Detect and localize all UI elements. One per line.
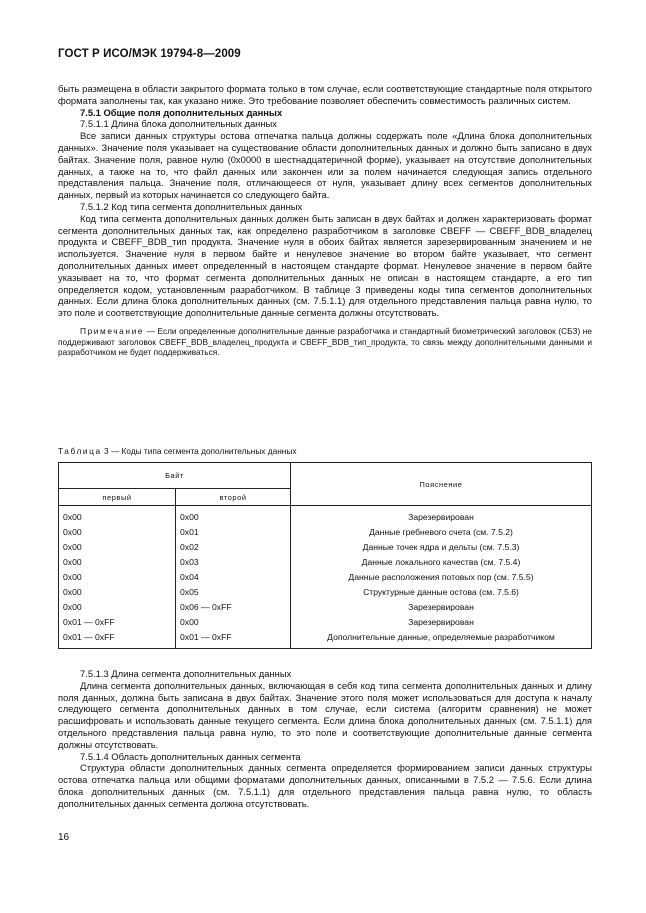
intro-paragraph: быть размещена в области закрытого формата только в том случае, если соответствующие стандартные поля открытого формата заполнены так, как указано ниже. Это требование позволяет обеспечить совместимость различных систем. (58, 83, 592, 106)
table-caption-text: 3 — Коды типа сегмента дополнительных данных (101, 446, 297, 456)
section-7-5-1-2-title: 7.5.1.2 Код типа сегмента дополнительных данных (80, 200, 303, 212)
cell-second-byte: 0x03 (176, 555, 291, 570)
cell-second-byte: 0x00 (176, 506, 291, 525)
cell-explanation: Зарезервирован (291, 506, 592, 525)
cell-explanation: Зарезервирован (291, 599, 592, 614)
section-7-5-1-1-title: 7.5.1.1 Длина блока дополнительных данных (80, 118, 277, 130)
table-label: Таблица (58, 446, 102, 456)
note-text: — Если определенные дополнительные данные разработчика и стандартный биометрический заголовок (СБЗ) не поддерживают заголовок CBEFF_BDB_владелец_продукта и CBEFF_BDB_тип_продукта, то связь между дополнительными данными и разработчиком не будет поддерживаться. (58, 325, 592, 358)
cell-second-byte: 0x04 (176, 570, 291, 585)
section-7-5-1-4-title: 7.5.1.4 Область дополнительных данных сегмента (80, 750, 301, 762)
table-row (59, 570, 592, 585)
table-row (59, 540, 592, 555)
cell-second-byte: 0x05 (176, 584, 291, 599)
section-7-5-1-3-title: 7.5.1.3 Длина сегмента дополнительных данных (80, 668, 292, 679)
cell-second-byte: 0x02 (176, 540, 291, 555)
cell-explanation: Данные локального качества (см. 7.5.4) (291, 555, 592, 570)
table-row (59, 614, 592, 629)
cell-explanation: Дополнительные данные, определяемые разработчиком (291, 629, 592, 648)
header-first: первый (59, 489, 176, 506)
cell-first-byte: 0x00 (59, 570, 176, 585)
codes-table (58, 462, 592, 649)
cell-first-byte: 0x01 — 0xFF (59, 629, 176, 648)
table-row (59, 525, 592, 540)
table-caption (58, 446, 296, 456)
page-number: 16 (58, 832, 70, 843)
section-7-5-1-4-text: Структура области дополнительных данных сегмента определяется формированием записи данных структуры остова отпечатка пальца или общими форматами дополнительных данных, описанными в 7.5.2 — 7.5.6. Если длина блока дополнительных данных (см. 7.5.1.1) для отдельного представления пальца равна нулю, то область дополнительных данных сегмента должна отсутствовать. (58, 762, 592, 809)
table-row (59, 629, 592, 648)
table-row (59, 555, 592, 570)
header-byte: Байт (59, 463, 291, 489)
section-7-5-1-2-text: Код типа сегмента дополнительных данных должен быть записан в двух байтах и должен характеризовать формат сегмента дополнительных данных так, как определено разработчиком в заголовке CBEFF — CBEFF_BDB_владелец продукта и CBEFF_BDB_тип продукта. Значение нуля в обоих байтах является зарезервированным значением и не используется. Значение нуля в первом байте и ненулевое значение во втором байте указывает, что сегмент дополнительных данных имеет определенный в настоящем стандарте формат. Ненулевое значение в первом байте указывает на то, что формат сегмента дополнительных данных не описан в настоящем стандарте, а его тип определяется кодом, установленным разработчиком. В таблице 3 приведены коды типа сегментов дополнительных данных. Если длина блока дополнительных данных (см. 7.5.1.1) для отдельного представления пальца равна нулю, то это поле и соответствующие дополнительные данные сегмента должны отсутствовать. (58, 212, 592, 319)
cell-first-byte: 0x00 (59, 584, 176, 599)
section-7-5-1-title: 7.5.1 Общие поля дополнительных данных (80, 106, 283, 118)
document-header: ГОСТ Р ИСО/МЭК 19794-8—2009 (58, 48, 241, 60)
cell-first-byte: 0x01 — 0xFF (59, 614, 176, 629)
section-7-5-1-3-text: Длина сегмента дополнительных данных, включающая в себя код типа сегмента дополнительных данных и длину поля данных, должна быть записана в двух байтах. Значение этого поля может использоваться для доступа к началу следующего сегмента дополнительных данных в том случае, если система (алгоритм сравнения) не может расшифровать и использовать данные текущего сегмента. Если длина блока дополнительных данных (см. 7.5.1.1) для отдельного представления пальца равна нулю, то это поле и соответствующие дополнительные данные сегмента должны отсутствовать. (58, 679, 592, 750)
text-block-top (58, 83, 592, 358)
cell-first-byte: 0x00 (59, 555, 176, 570)
table-row (59, 599, 592, 614)
cell-second-byte: 0x00 (176, 614, 291, 629)
cell-explanation: Структурные данные остова (см. 7.5.6) (291, 584, 592, 599)
cell-first-byte: 0x00 (59, 540, 176, 555)
cell-explanation: Данные гребневого счета (см. 7.5.2) (291, 525, 592, 540)
cell-explanation: Зарезервирован (291, 614, 592, 629)
table-row (59, 506, 592, 525)
cell-explanation: Данные точек ядра и дельты (см. 7.5.3) (291, 540, 592, 555)
cell-explanation: Данные расположения потовых пор (см. 7.5.5) (291, 570, 592, 585)
cell-second-byte: 0x06 — 0xFF (176, 599, 291, 614)
section-7-5-1-1-text: Все записи данных структуры остова отпечатка пальца должны содержать поле «Длина блока дополнительных данных». Значение поля указывает на существование области дополнительных данных и должно быть записано в двух байтах. Значение поля, равное нулю (0x0000 в шестнадцатеричной форме), указывает на отсутствие дополнительных данных, а также на то, что файл данных или закончен или за полем начинается следующая запись отдельного представления пальца. Значение поля, отличающееся от нуля, указывает длину всех сегментов дополнительных данных, первый из которых начинается со следующего байта. (58, 130, 592, 201)
header-explanation: Пояснение (291, 463, 592, 506)
header-second: второй (176, 489, 291, 506)
note-paragraph (58, 326, 592, 358)
table-row (59, 584, 592, 599)
note-label: Примечание (80, 325, 145, 336)
cell-second-byte: 0x01 — 0xFF (176, 629, 291, 648)
cell-first-byte: 0x00 (59, 525, 176, 540)
text-block-bottom (58, 668, 592, 810)
table-body (59, 506, 592, 649)
cell-first-byte: 0x00 (59, 599, 176, 614)
cell-second-byte: 0x01 (176, 525, 291, 540)
cell-first-byte: 0x00 (59, 506, 176, 525)
